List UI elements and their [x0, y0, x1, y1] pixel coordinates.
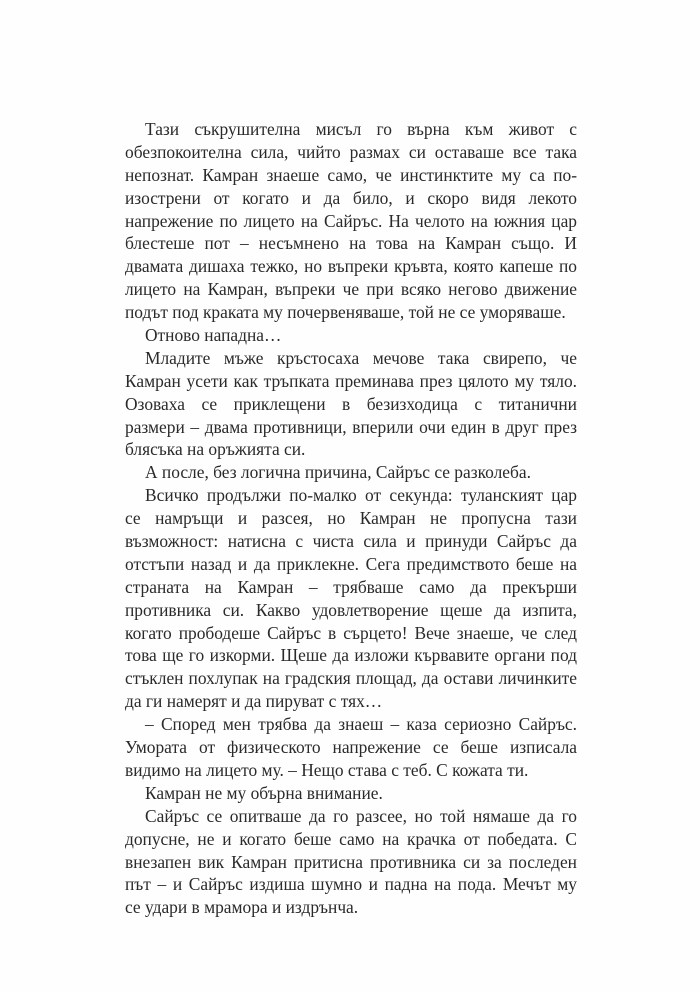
text-line: подът под краката му почервеняваше, той не се уморяваше. [125, 302, 566, 323]
text-line: отстъпи назад и да приклекне. Сега предимството беше на [125, 553, 577, 574]
text-line: Сайръс се опитваше да го разсее, но той нямаше да го [145, 805, 577, 826]
paragraph [125, 782, 577, 805]
text-line: размери – двама противници, вперили очи един в друг през [125, 416, 577, 437]
text-line: видимо на лицето му. – Нещо става с теб. С кожата ти. [125, 759, 529, 780]
text-line: това ще го изкорми. Щеше да изложи кървавите органи под [125, 645, 577, 666]
text-line: блестеше пот – несъмнено на това на Камран също. И [125, 233, 577, 254]
text-line: Отново нападна… [145, 325, 282, 346]
paragraph [125, 805, 577, 919]
text-line: се намръщи и разсея, но Камран не пропусна тази [125, 508, 577, 529]
text-line: лицето на Камран, въпреки че при всяко негово движение [125, 279, 577, 300]
text-line: Младите мъже кръстосаха мечове така свирепо, че [145, 347, 577, 368]
text-line: противника си. Какво удовлетворение щеше да изпита, [125, 599, 577, 620]
text-line: стъклен похлупак на градския площад, да остави личинките [125, 668, 577, 689]
text-line: двамата дишаха тежко, но въпреки кръвта, която капеше по [125, 256, 577, 277]
text-line: страната на Камран – трябваше само да прекърши [125, 576, 577, 597]
paragraph [125, 713, 577, 782]
body-text [125, 118, 577, 919]
text-line: – Според мен трябва да знаеш – каза сериозно Сайръс. [145, 714, 577, 735]
paragraph [125, 484, 577, 713]
text-line: блясъка на оръжията си. [125, 439, 306, 460]
text-line: изострени от когато и да било, и скоро видя лекото [125, 187, 577, 208]
text-line: когато прободеше Сайръс в сърцето! Вече знаеше, че след [125, 622, 577, 643]
paragraph [125, 461, 577, 484]
text-line: внезапен вик Камран притисна противника си за последен [125, 851, 577, 872]
paragraph [125, 347, 577, 461]
text-line: да ги намерят и да пируват с тях… [125, 691, 383, 712]
text-line: се удари в мрамора и издрънча. [125, 897, 359, 918]
text-line: Камран усети как тръпката преминава през цялото му тяло. [125, 370, 577, 391]
text-line: А после, без логична причина, Сайръс се разколеба. [145, 462, 531, 483]
paragraph [125, 118, 577, 324]
text-line: непознат. Камран знаеше само, че инстинктите му са по- [125, 164, 577, 185]
text-line: Озоваха се приклещени в безизходица с титанични [125, 393, 577, 414]
text-line: Тази съкрушителна мисъл го върна към живот с [145, 119, 577, 139]
paragraph [125, 324, 577, 347]
text-line: напрежение по лицето на Сайръс. На челото на южния цар [125, 210, 577, 231]
text-line: Камран не му обърна внимание. [145, 782, 383, 803]
text-line: допусне, не и когато беше само на крачка от победата. С [125, 828, 577, 849]
text-line: Всичко продължи по-малко от секунда: туланският цар [145, 485, 577, 506]
text-line: възможност: натисна с чиста сила и принуди Сайръс да [125, 531, 577, 552]
text-line: Умората от физическото напрежение се беше изписала [125, 737, 577, 758]
text-line: обезпокоителна сила, чийто размах си оставаше все така [125, 141, 577, 162]
text-line: път – и Сайръс издиша шумно и падна на пода. Мечът му [125, 874, 577, 895]
